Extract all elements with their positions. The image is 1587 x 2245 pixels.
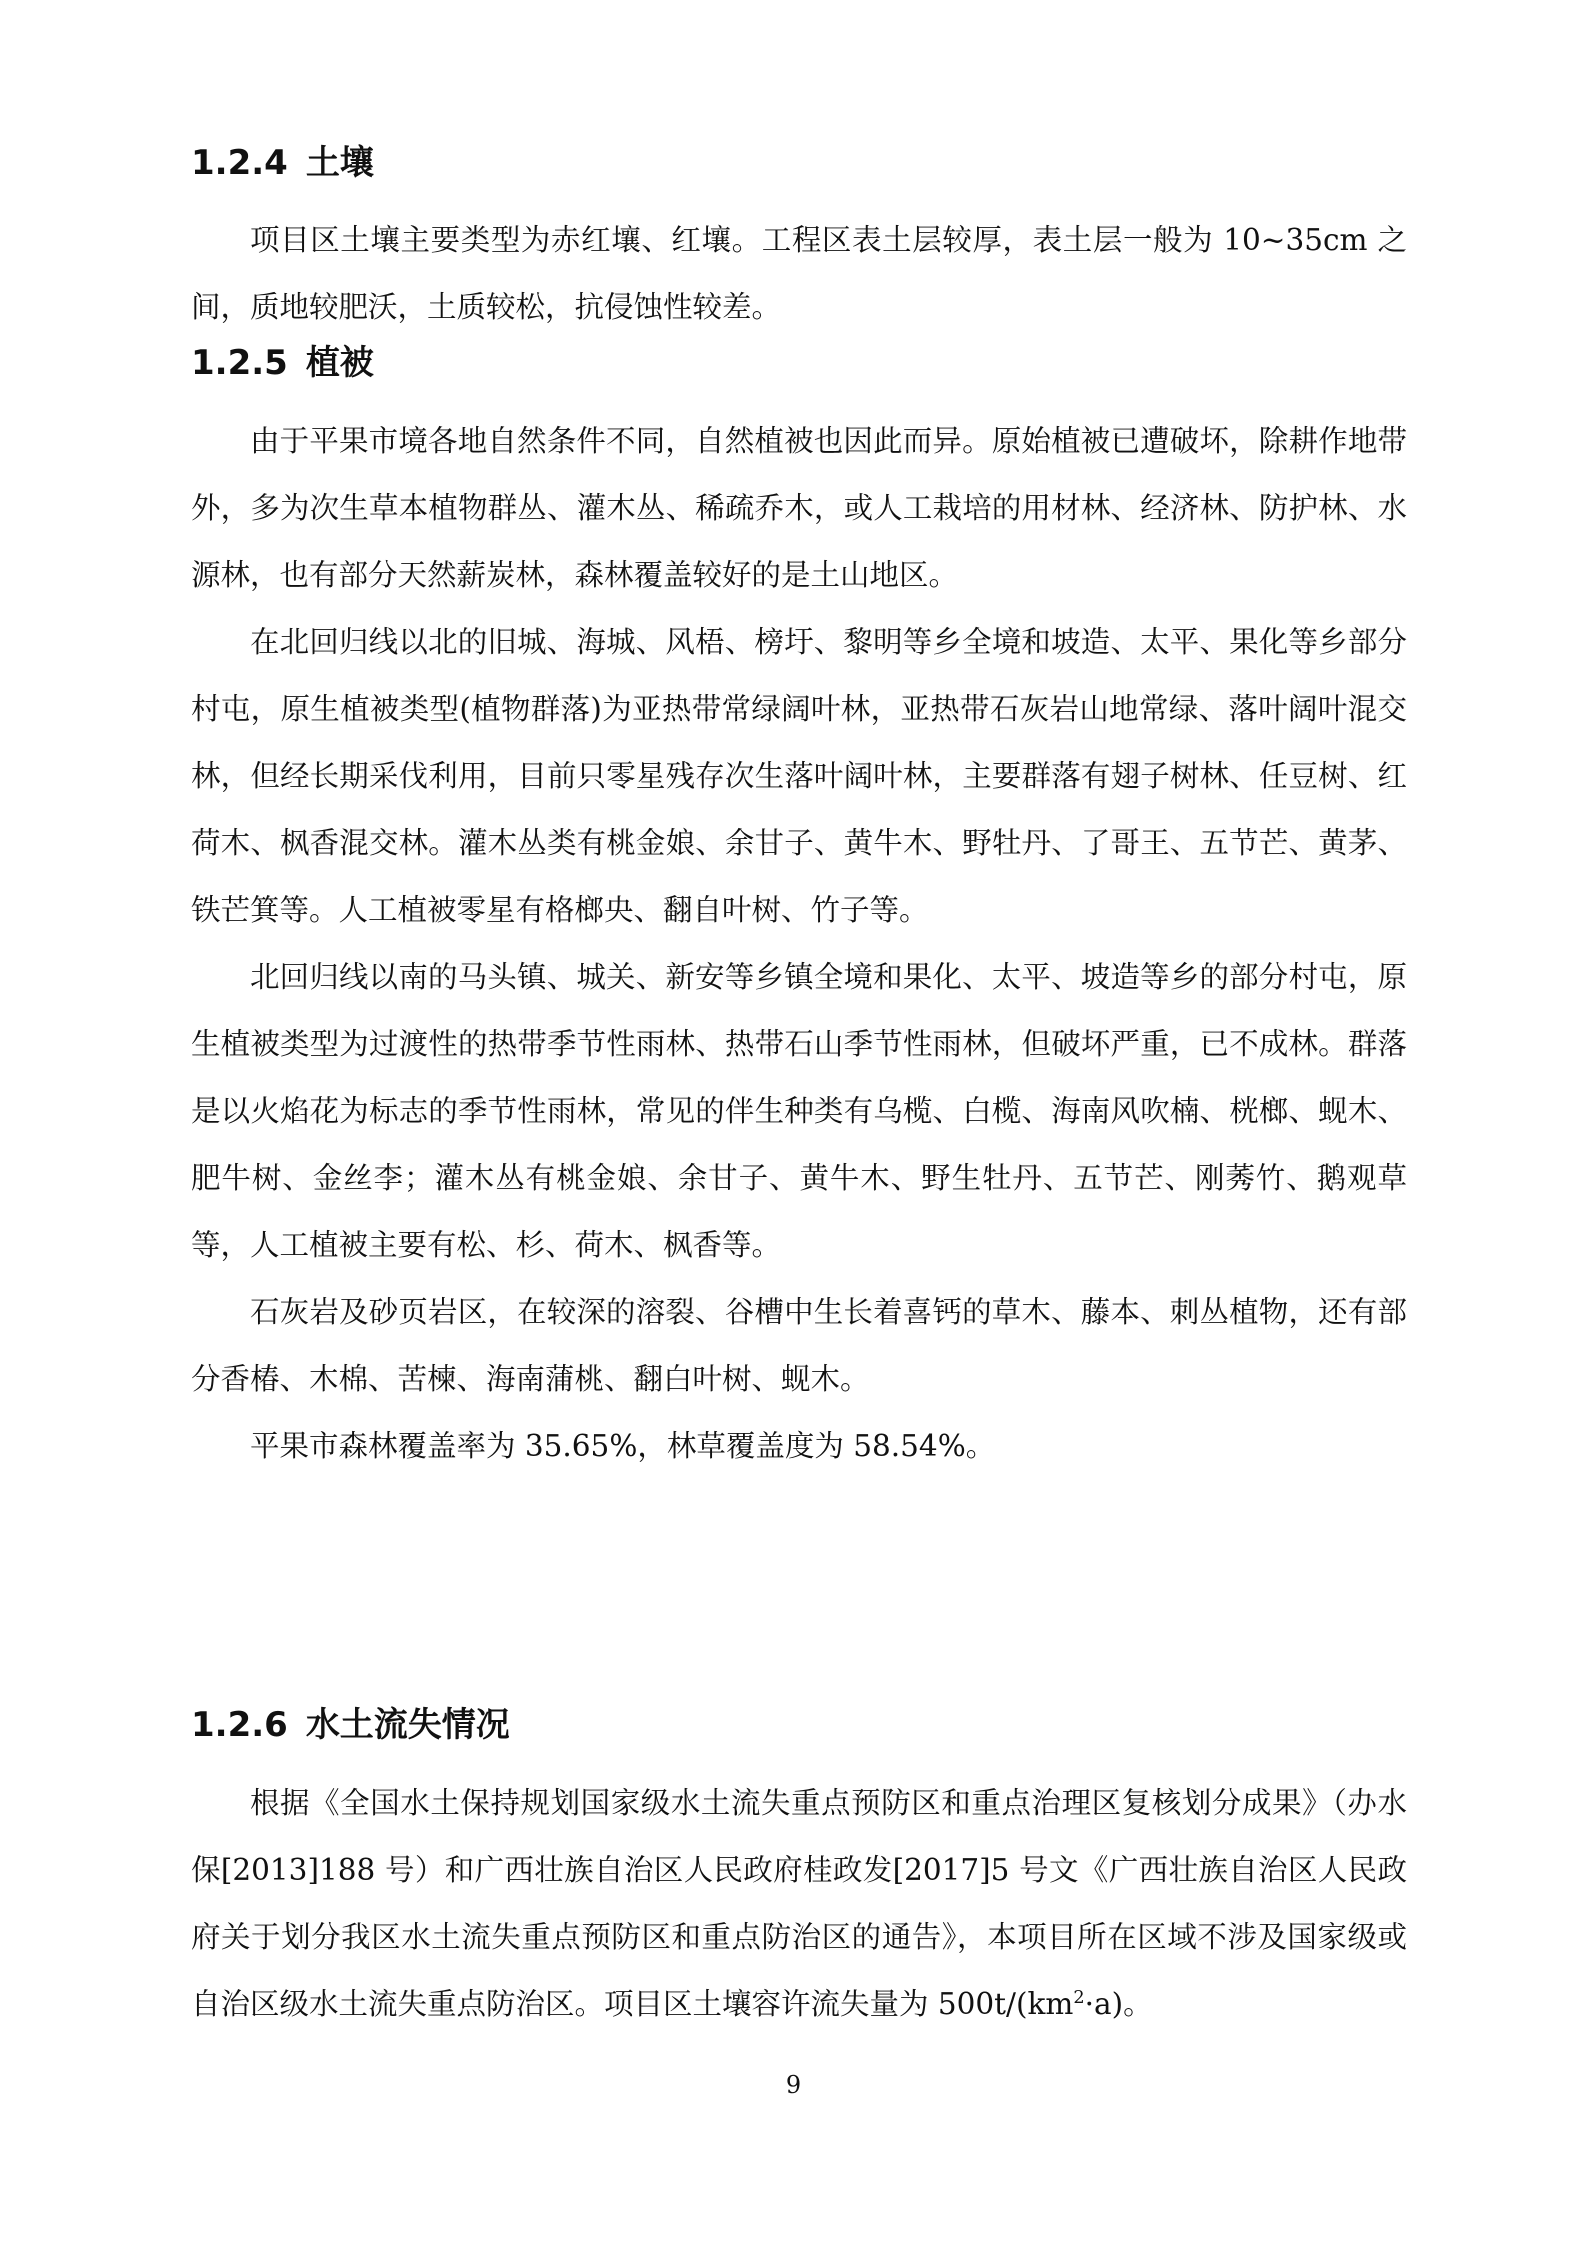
section-title: 土壤 bbox=[305, 143, 374, 183]
paragraph: 由于平果市境各地自然条件不同，自然植被也因此而异。原始植被已遭破坏，除耕作地带外，多为次生草本植物群丛、灌木丛、稀疏乔木，或人工栽培的用材林、经济林、防护林、水源林，也有部分天然薪炭林，森林覆盖较好的是土山地区。 bbox=[191, 424, 1407, 592]
section-heading-vegetation bbox=[191, 343, 374, 383]
page-number: 9 bbox=[785, 2071, 802, 2099]
section-heading-soil-erosion bbox=[191, 1705, 510, 1745]
section-heading-soil bbox=[191, 143, 374, 183]
section-number: 1.2.5 bbox=[191, 343, 288, 383]
section-title: 水土流失情况 bbox=[305, 1705, 510, 1745]
paragraph-text: 根据《全国水土保持规划国家级水土流失重点预防区和重点治理区复核划分成果》（办水保[2013]188 号）和广西壮族自治区人民政府桂政发[2017]5 号文《广西壮族自治区人民政府关于划分我区水土流失重点预防区和重点防治区的通告》，本项目所在区域不涉及国家级或自治区级水土流失重点防治区。项目区土壤容许流失量为 500t/(km bbox=[191, 1786, 1407, 2021]
section-body-soil bbox=[191, 207, 1407, 341]
paragraph: 石灰岩及砂页岩区，在较深的溶裂、谷槽中生长着喜钙的草木、藤本、刺丛植物，还有部分香椿、木棉、苦楝、海南蒲桃、翻白叶树、蚬木。 bbox=[191, 1295, 1407, 1396]
section-title: 植被 bbox=[305, 343, 374, 383]
paragraph: 北回归线以南的马头镇、城关、新安等乡镇全境和果化、太平、坡造等乡的部分村屯，原生植被类型为过渡性的热带季节性雨林、热带石山季节性雨林，但破坏严重，已不成林。群落是以火焰花为标志的季节性雨林，常见的伴生种类有乌榄、白榄、海南风吹楠、桄榔、蚬木、肥牛树、金丝李；灌木丛有桃金娘、余甘子、黄牛木、野生牡丹、五节芒、刚莠竹、鹅观草等，人工植被主要有松、杉、荷木、枫香等。 bbox=[191, 960, 1407, 1262]
section-number: 1.2.6 bbox=[191, 1705, 288, 1745]
paragraph: 平果市森林覆盖率为 35.65%，林草覆盖度为 58.54%。 bbox=[250, 1429, 996, 1463]
paragraph: 在北回归线以北的旧城、海城、风梧、榜圩、黎明等乡全境和坡造、太平、果化等乡部分村屯，原生植被类型(植物群落)为亚热带常绿阔叶林，亚热带石灰岩山地常绿、落叶阔叶混交林，但经长期采伐利用，目前只零星残存次生落叶阔叶林，主要群落有翅子树林、任豆树、红荷木、枫香混交林。灌木丛类有桃金娘、余甘子、黄牛木、野牡丹、了哥王、五节芒、黄茅、铁芒箕等。人工植被零星有格榔央、翻自叶树、竹子等。 bbox=[191, 625, 1407, 927]
superscript: 2 bbox=[1073, 1988, 1085, 2009]
section-body-soil-erosion bbox=[191, 1770, 1407, 2038]
paragraph-tail: ·a)。 bbox=[1084, 1987, 1153, 2021]
section-body-vegetation bbox=[191, 408, 1407, 1480]
paragraph bbox=[191, 1770, 1407, 2038]
paragraph: 项目区土壤主要类型为赤红壤、红壤。工程区表土层较厚，表土层一般为 10~35cm 之间，质地较肥沃，土质较松，抗侵蚀性较差。 bbox=[191, 223, 1407, 324]
section-number: 1.2.4 bbox=[191, 143, 288, 183]
